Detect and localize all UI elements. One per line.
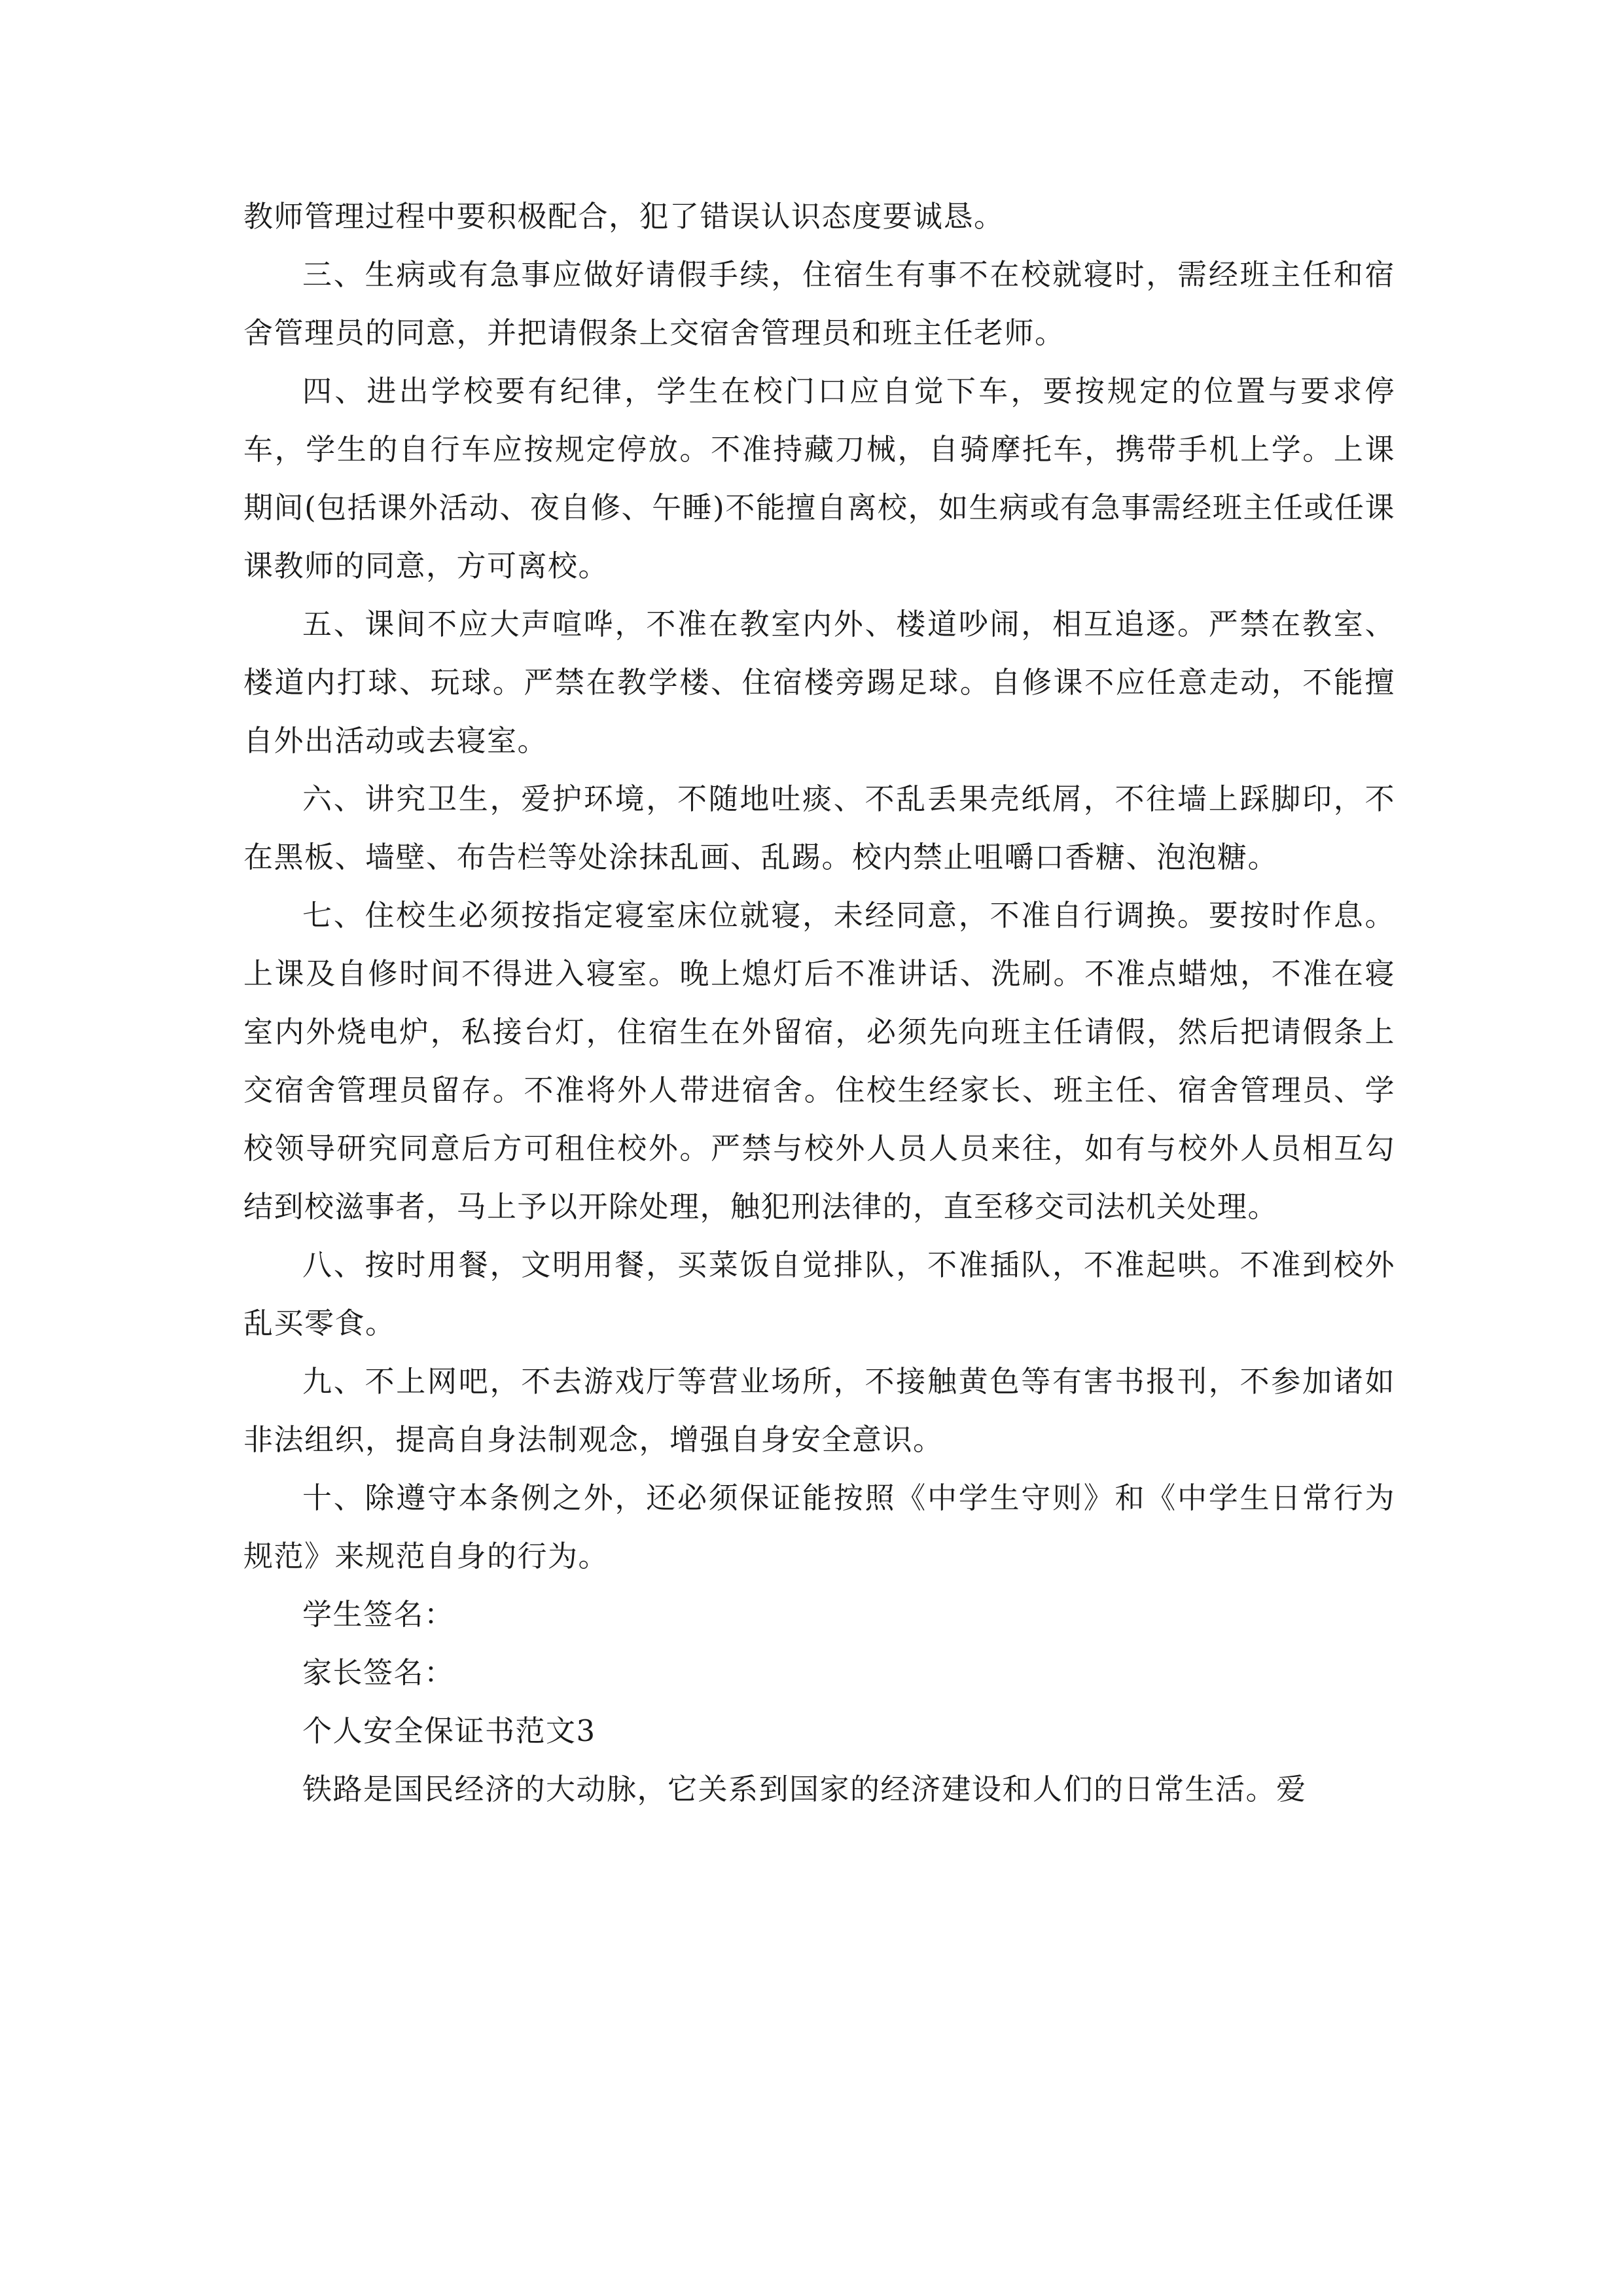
rule-paragraph-8: 八、按时用餐，文明用餐，买菜饭自觉排队，不准插队，不准起哄。不准到校外乱买零食。 <box>243 1247 1395 1340</box>
rule-paragraph-6: 六、讲究卫生，爱护环境，不随地吐痰、不乱丢果壳纸屑，不往墙上踩脚印，不在黑板、墙壁、布告栏等处涂抹乱画、乱踢。校内禁止咀嚼口香糖、泡泡糖。 <box>243 781 1395 874</box>
rule-paragraph-9: 九、不上网吧，不去游戏厅等营业场所，不接触黄色等有害书报刊，不参加诸如非法组织，提高自身法制观念，增强自身安全意识。 <box>243 1364 1395 1457</box>
rule-paragraph-3: 三、生病或有急事应做好请假手续，住宿生有事不在校就寝时，需经班主任和宿舍管理员的同意，并把请假条上交宿舍管理员和班主任老师。 <box>243 257 1395 350</box>
document-body <box>243 187 1395 1818</box>
rule-paragraph-4: 四、进出学校要有纪律，学生在校门口应自觉下车，要按规定的位置与要求停车，学生的自行车应按规定停放。不准持藏刀械，自骑摩托车，携带手机上学。上课期间(包括课外活动、夜自修、午睡)不能擅自离校，如生病或有急事需经班主任或任课课教师的同意，方可离校。 <box>243 374 1395 583</box>
continuation-paragraph: 教师管理过程中要积极配合，犯了错误认识态度要诚恳。 <box>243 199 1005 234</box>
parent-signature-label: 家长签名： <box>302 1655 455 1690</box>
student-signature-label: 学生签名： <box>302 1597 455 1632</box>
section-title: 个人安全保证书范文3 <box>302 1713 596 1748</box>
rule-paragraph-7: 七、住校生必须按指定寝室床位就寝，未经同意，不准自行调换。要按时作息。上课及自修时间不得进入寝室。晚上熄灯后不准讲话、洗刷。不准点蜡烛，不准在寝室内外烧电炉，私接台灯，住宿生在外留宿，必须先向班主任请假，然后把请假条上交宿舍管理员留存。不准将外人带进宿舍。住校生经家长、班主任、宿舍管理员、学校领导研究同意后方可租住校外。严禁与校外人员人员来往，如有与校外人员相互勾结到校滋事者，马上予以开除处理，触犯刑法律的，直至移交司法机关处理。 <box>243 898 1395 1224</box>
rule-paragraph-5: 五、课间不应大声喧哗，不准在教室内外、楼道吵闹，相互追逐。严禁在教室、楼道内打球、玩球。严禁在教学楼、住宿楼旁踢足球。自修课不应任意走动，不能擅自外出活动或去寝室。 <box>243 607 1395 758</box>
rule-paragraph-10: 十、除遵守本条例之外，还必须保证能按照《中学生守则》和《中学生日常行为规范》来规范自身的行为。 <box>243 1480 1395 1573</box>
last-paragraph: 铁路是国民经济的大动脉，它关系到国家的经济建设和人们的日常生活。爱 <box>302 1772 1307 1806</box>
